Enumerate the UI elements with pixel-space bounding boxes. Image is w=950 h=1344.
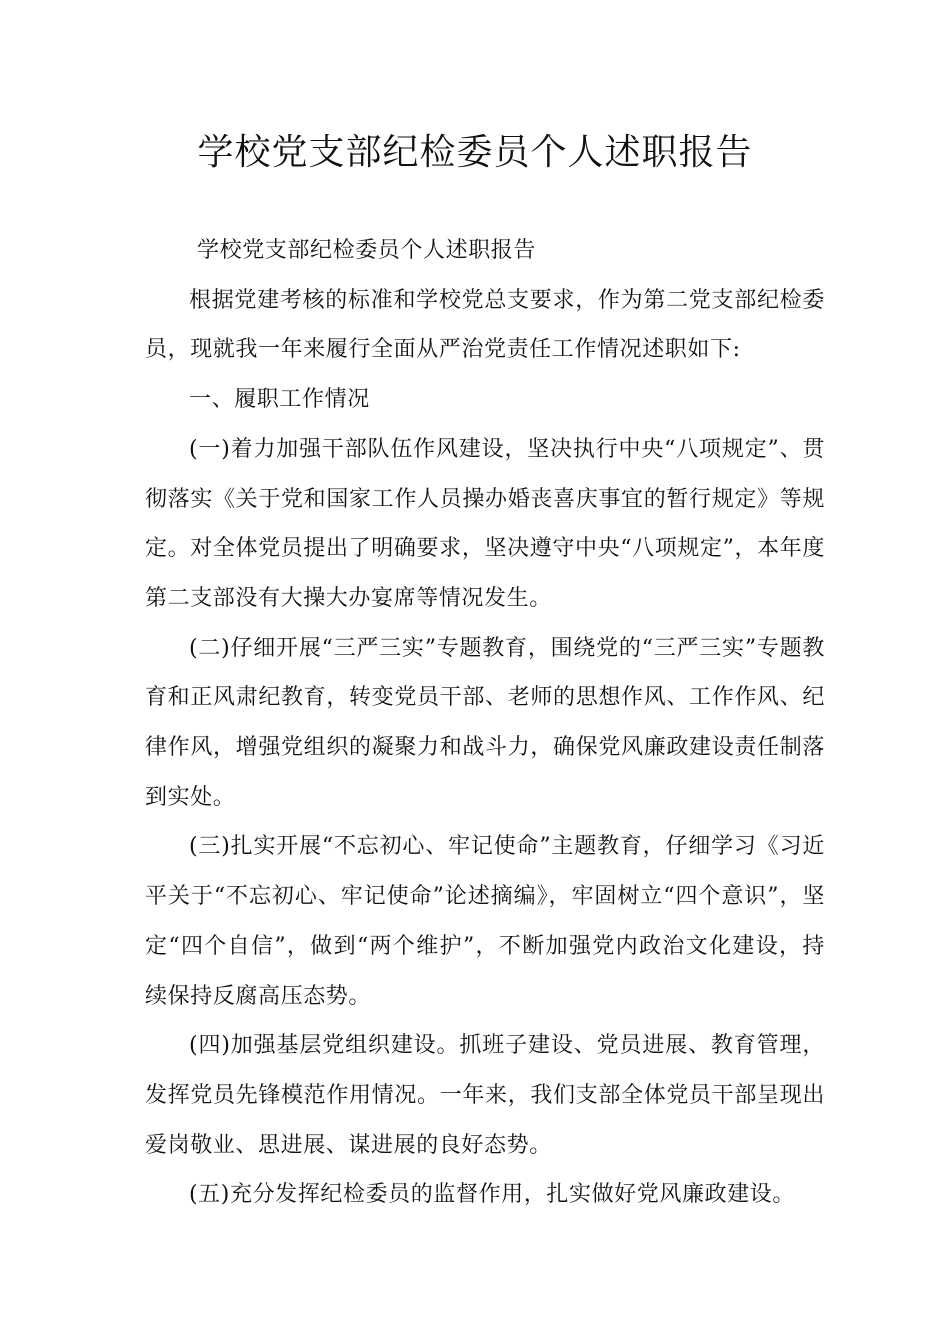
document-body — [145, 226, 825, 1220]
paragraph-item-1: (一)着力加强干部队伍作风建设，坚决执行中央“八项规定”、贯彻落实《关于党和国家工作人员操办婚丧喜庆事宜的暂行规定》等规定。对全体党员提出了明确要求，坚决遵守中央“八项规定”，本年度第二支部没有大操大办宴席等情况发生。 — [145, 436, 825, 611]
paragraph-item-4: (四)加强基层党组织建设。抓班子建设、党员进展、教育管理，发挥党员先锋模范作用情况。一年来，我们支部全体党员干部呈现出爱岗敬业、思进展、谋进展的良好态势。 — [145, 1033, 825, 1158]
document-title: 学校党支部纪检委员个人述职报告 — [197, 132, 753, 173]
paragraph-intro: 根据党建考核的标准和学校党总支要求，作为第二党支部纪检委员，现就我一年来履行全面从严治党责任工作情况述职如下: — [145, 287, 825, 363]
paragraph-item-5: (五)充分发挥纪检委员的监督作用，扎实做好党风廉政建设。 — [189, 1182, 795, 1208]
paragraph-item-3: (三)扎实开展“不忘初心、牢记使命”主题教育，仔细学习《习近平关于“不忘初心、牢记使命”论述摘编》，牢固树立“四个意识”，坚定“四个自信”，做到“两个维护”，不断加强党内政治文化建设，持续保持反腐高压态势。 — [145, 834, 825, 1009]
section-heading-1: 一、履职工作情况 — [189, 387, 370, 413]
paragraph-item-2: (二)仔细开展“三严三实”专题教育，围绕党的“三严三实”专题教育和正风肃纪教育，转变党员干部、老师的思想作风、工作作风、纪律作风，增强党组织的凝聚力和战斗力，确保党风廉政建设责任制落到实处。 — [145, 635, 825, 810]
paragraph-subtitle: 学校党支部纪检委员个人述职报告 — [197, 238, 537, 263]
